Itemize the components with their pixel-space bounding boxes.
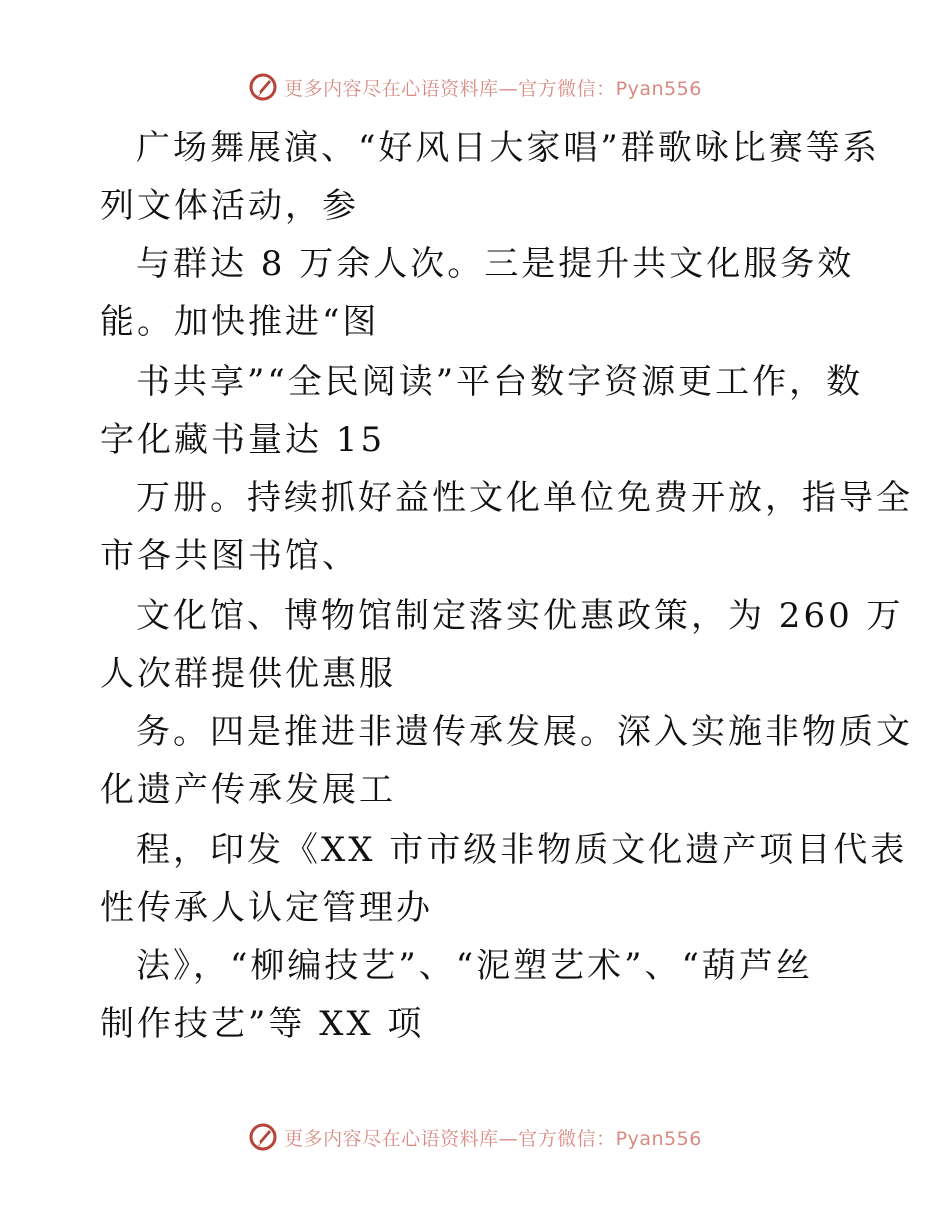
body-line: 字化藏书量达 15	[100, 420, 386, 460]
body-line: 化遗产传承发展工	[100, 770, 396, 810]
body-line: 列文体活动，参	[100, 186, 359, 226]
quill-logo-icon	[248, 72, 278, 102]
body-line: 人次群提供优惠服	[100, 654, 396, 694]
quill-logo-icon	[248, 1122, 278, 1152]
watermark-text: 更多内容尽在心语资料库—官方微信：Pyan556	[284, 77, 702, 100]
body-line: 广场舞展演、“好风日大家唱”群歌咏比赛等系	[136, 128, 880, 168]
body-line: 与群达 8 万余人次。三是提升共文化服务效	[136, 244, 855, 284]
header-watermark	[0, 72, 950, 102]
body-line: 务。四是推进非遗传承发展。深入实施非物质文	[136, 712, 913, 752]
body-line: 能。加快推进“图	[100, 302, 380, 342]
body-line: 程，印发《XX 市市级非物质文化遗产项目代表	[136, 830, 908, 870]
watermark-text: 更多内容尽在心语资料库—官方微信：Pyan556	[284, 1127, 702, 1150]
body-line: 制作技艺”等 XX 项	[100, 1004, 425, 1044]
footer-watermark	[0, 1122, 950, 1152]
body-line: 书共享”“全民阅读”平台数字资源更工作，数	[136, 362, 864, 402]
body-line: 万册。持续抓好益性文化单位免费开放，指导全	[136, 478, 913, 518]
body-line: 文化馆、博物馆制定落实优惠政策，为 260 万	[136, 596, 904, 636]
body-line: 市各共图书馆、	[100, 536, 359, 576]
body-line: 性传承人认定管理办	[100, 888, 433, 928]
body-line: 法》，“柳编技艺”、“泥塑艺术”、“葫芦丝	[136, 946, 813, 986]
